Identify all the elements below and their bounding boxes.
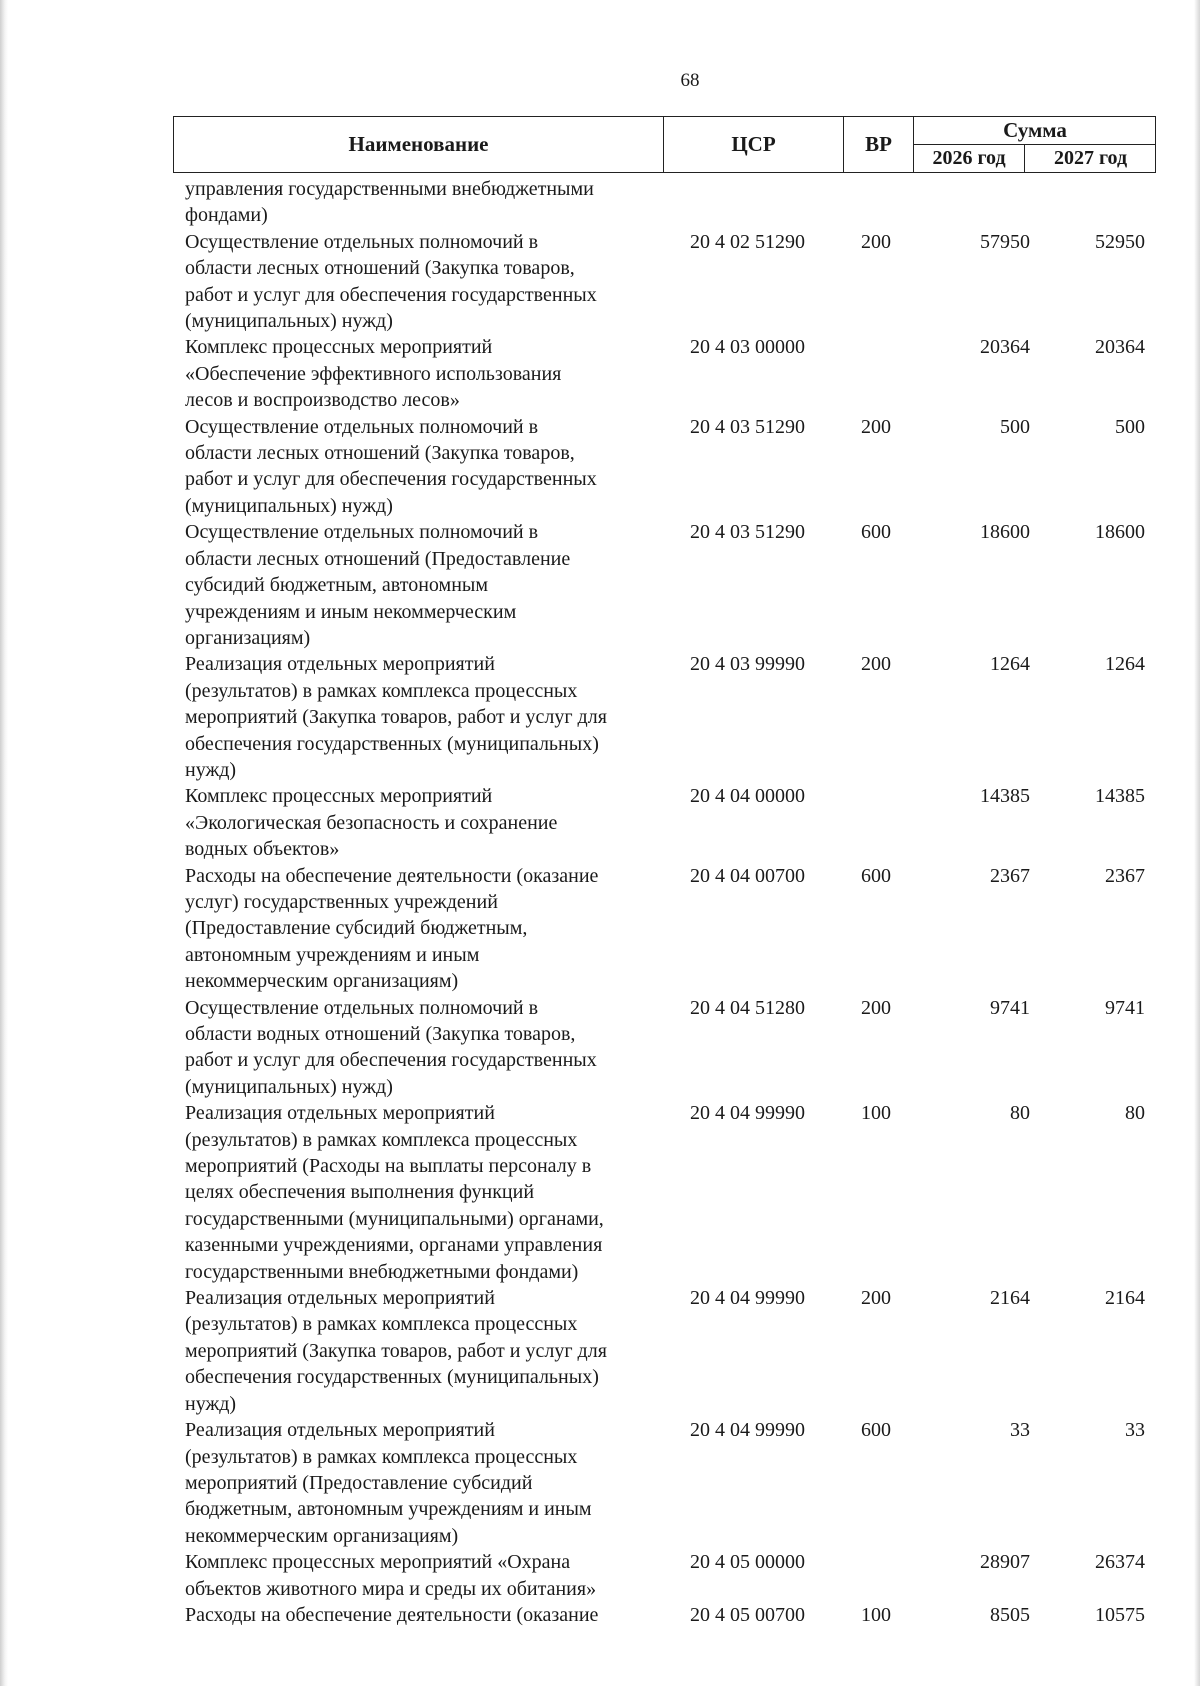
row-csr: 20 4 05 00700 [690,1603,805,1626]
row-vr: 100 [861,1102,891,1125]
table-row [185,1285,1145,1417]
header-sum: Сумма [914,117,1156,145]
row-name: Осуществление отдельных полномочий в области лесных отношений (Закупка товаров, работ и услуг для обеспечения государственных (муниципальных) нужд) [185,415,597,517]
row-csr: 20 4 04 51280 [690,996,805,1019]
row-vr: 200 [861,1287,891,1310]
table-header [173,116,1156,173]
row-csr: 20 4 02 51290 [690,230,805,253]
row-name: Реализация отдельных мероприятий (результатов) в рамках комплекса процессных мероприятий (Закупка товаров, работ и услуг для обеспечения государственных (муниципальных) нужд) [185,1287,607,1415]
table-row [185,414,1145,520]
row-csr: 20 4 04 99990 [690,1287,805,1310]
row-csr: 20 4 04 00000 [690,785,805,808]
row-sum-2026: 1264 [990,653,1030,676]
row-sum-2026: 20364 [980,336,1030,359]
row-vr: 200 [861,996,891,1019]
header-vr: ВР [844,117,914,172]
row-name: Расходы на обеспечение деятельности (оказание услуг) государственных учреждений (Предоставление субсидий бюджетным, автономным учреждениям и иным некоммерческим организациям) [185,864,599,993]
row-csr: 20 4 03 51290 [690,521,805,544]
row-csr: 20 4 04 00700 [690,864,805,887]
table-row [185,1549,1145,1602]
table-row [185,229,1145,335]
page-number: 68 [680,70,700,91]
row-sum-2026: 500 [1000,415,1030,438]
row-sum-2026: 8505 [990,1603,1030,1626]
row-csr: 20 4 03 99990 [690,653,805,676]
row-name: Реализация отдельных мероприятий (результатов) в рамках комплекса процессных мероприятий (Расходы на выплаты персоналу в целях обеспечения выполнения функций государственными (муниципальными) органами, казенными учреждениями, органами управления государственными внебюджетными фондами) [185,1102,604,1283]
row-sum-2026: 33 [1010,1419,1030,1442]
row-csr: 20 4 03 00000 [690,336,805,359]
header-name: Наименование [174,117,664,172]
row-sum-2027: 18600 [1095,521,1145,544]
row-name: Реализация отдельных мероприятий (результатов) в рамках комплекса процессных мероприятий (Предоставление субсидий бюджетным, автономным учреждениям и иным некоммерческим организациям) [185,1419,592,1547]
header-csr: ЦСР [664,117,844,172]
table-row [185,334,1145,413]
scan-edge-right [1194,0,1200,1686]
table-row [185,1100,1145,1285]
row-csr: 20 4 04 99990 [690,1419,805,1442]
row-sum-2027: 2367 [1105,864,1145,887]
row-sum-2026: 14385 [980,785,1030,808]
table-row [185,519,1145,651]
row-name: Реализация отдельных мероприятий (результатов) в рамках комплекса процессных мероприятий (Закупка товаров, работ и услуг для обеспечения государственных (муниципальных) нужд) [185,653,607,781]
table-row [185,783,1145,862]
row-name: Комплекс процессных мероприятий «Экологическая безопасность и сохранение водных объектов» [185,785,558,861]
table-body [185,176,1145,1628]
row-sum-2027: 1264 [1105,653,1145,676]
row-vr: 600 [861,521,891,544]
table-row [185,651,1145,783]
row-sum-2026: 9741 [990,996,1030,1019]
row-name: управления государственными внебюджетными фондами) [185,178,594,227]
row-csr: 20 4 03 51290 [690,415,805,438]
table-row [185,995,1145,1101]
row-sum-2027: 80 [1125,1102,1145,1125]
header-year-2027: 2027 год [1053,147,1128,169]
row-name: Осуществление отдельных полномочий в области лесных отношений (Закупка товаров, работ и услуг для обеспечения государственных (муниципальных) нужд) [185,230,597,333]
table-row [185,1602,1145,1628]
row-sum-2026: 28907 [980,1551,1030,1574]
row-csr: 20 4 05 00000 [690,1551,805,1574]
row-vr: 200 [861,653,891,676]
row-vr: 200 [861,230,891,253]
row-sum-2027: 9741 [1105,996,1145,1019]
row-sum-2026: 80 [1010,1102,1030,1125]
table-row [185,1417,1145,1549]
scan-edge-left [0,0,8,1686]
row-name: Осуществление отдельных полномочий в области лесных отношений (Предоставление субсидий бюджетным, автономным учреждениям и иным некоммерческим организациям) [185,521,571,649]
row-sum-2027: 20364 [1095,336,1145,359]
header-year-2026: 2026 год [914,145,1025,172]
row-sum-2027: 52950 [1095,230,1145,253]
row-vr: 600 [861,1419,891,1442]
row-csr: 20 4 04 99990 [690,1102,805,1125]
table-row [185,863,1145,995]
row-name: Осуществление отдельных полномочий в области водных отношений (Закупка товаров, работ и услуг для обеспечения государственных (муниципальных) нужд) [185,996,597,1098]
row-vr: 600 [861,864,891,887]
row-name: Комплекс процессных мероприятий «Охрана объектов животного мира и среды их обитания» [185,1551,597,1600]
row-sum-2027: 26374 [1095,1551,1145,1574]
row-sum-2027: 10575 [1095,1603,1145,1626]
row-name: Комплекс процессных мероприятий «Обеспечение эффективного использования лесов и воспроизводство лесов» [185,336,562,412]
row-sum-2027: 500 [1115,415,1145,438]
row-sum-2026: 57950 [980,230,1030,253]
row-vr: 200 [861,415,891,438]
row-name: Расходы на обеспечение деятельности (оказание [185,1603,599,1626]
row-vr: 100 [861,1603,891,1626]
row-sum-2026: 2164 [990,1287,1030,1310]
row-sum-2027: 2164 [1105,1287,1145,1310]
row-sum-2026: 18600 [980,521,1030,544]
row-sum-2027: 33 [1125,1419,1145,1442]
table-row [185,176,1145,229]
row-sum-2027: 14385 [1095,785,1145,808]
row-sum-2026: 2367 [990,864,1030,887]
